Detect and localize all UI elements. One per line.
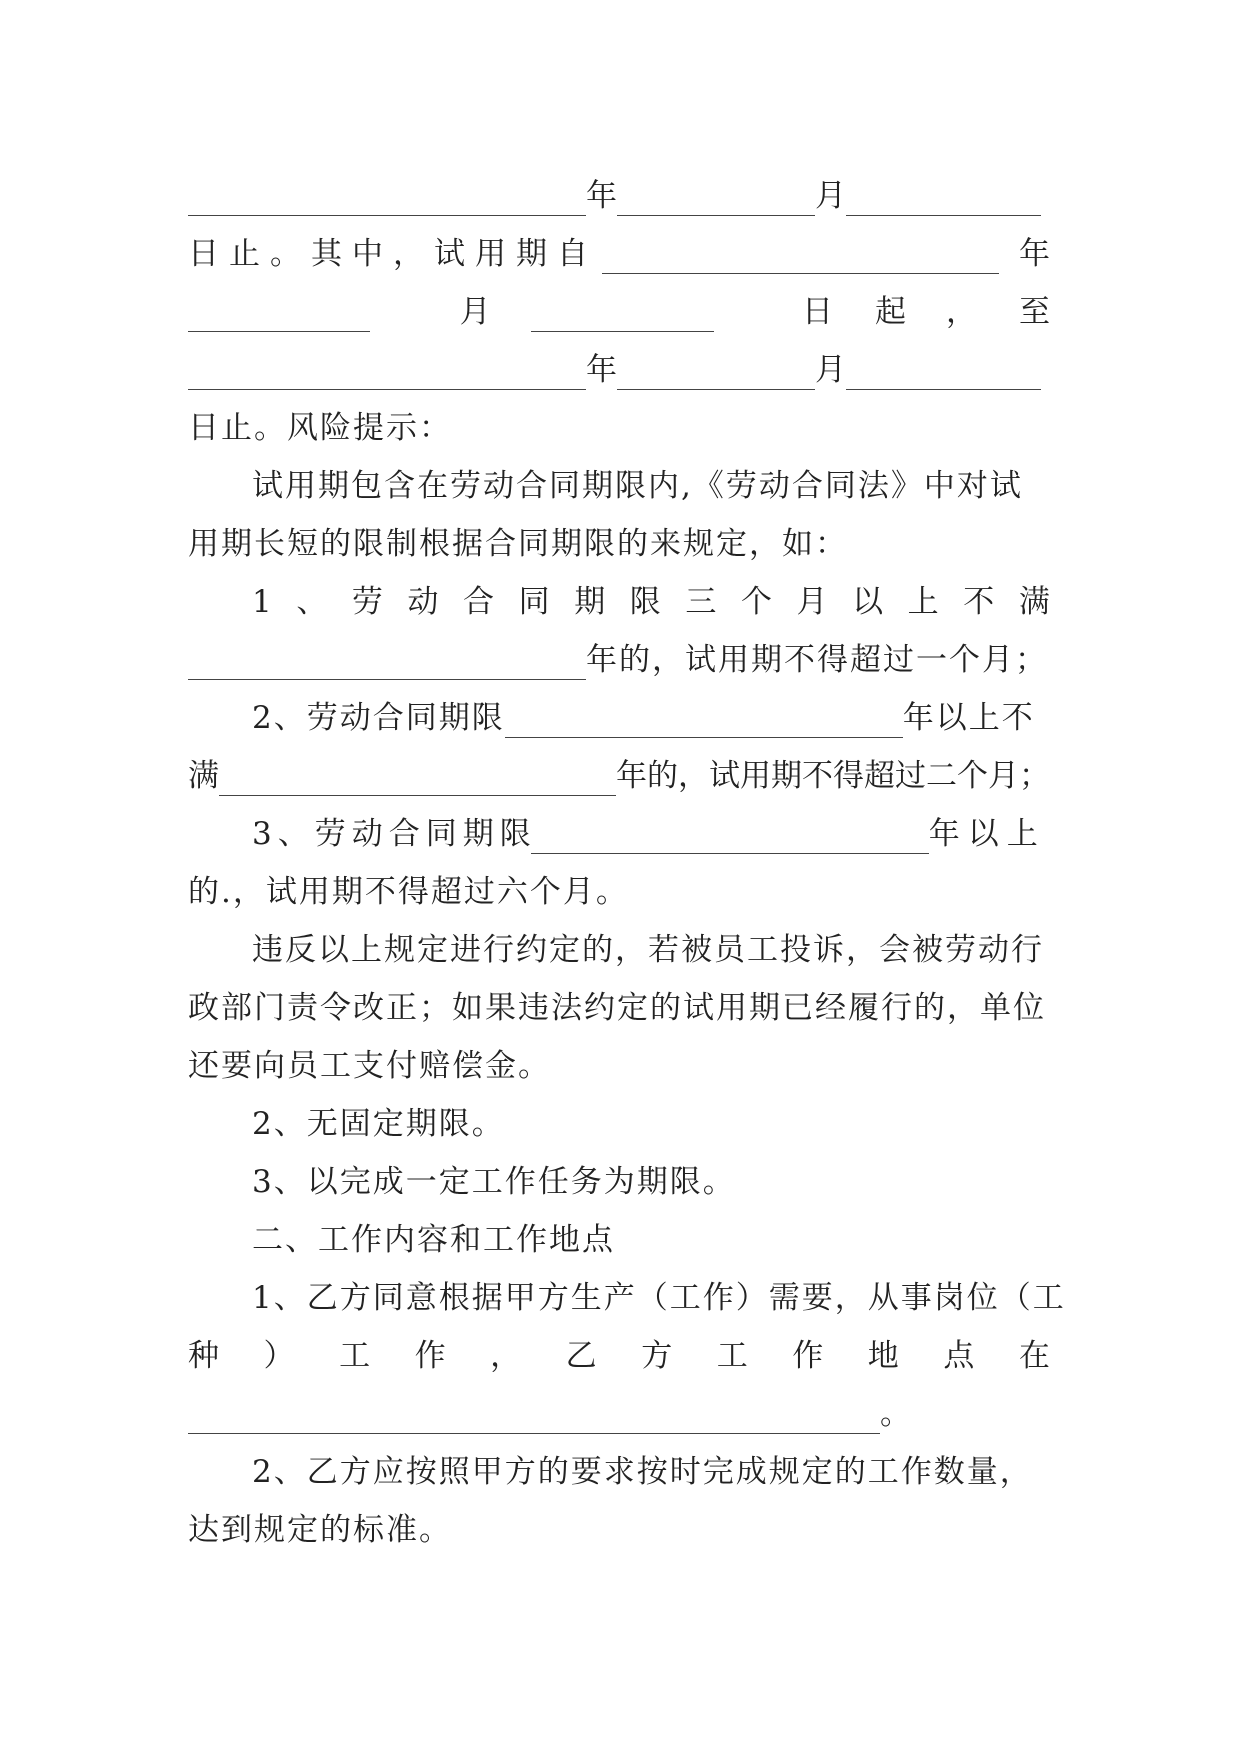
text: 期 (574, 584, 606, 620)
text: 试用期包含在劳动合同期限内,《劳动合同法》中对试 (252, 468, 1023, 504)
text: ， (946, 294, 977, 330)
text: 年的，试用期不得超过二个月； (616, 758, 1050, 794)
text: 地 (867, 1338, 899, 1374)
paragraph-line (188, 1260, 1066, 1318)
text: 年以上 (928, 816, 1046, 852)
text: 2、无固定期限。 (252, 1106, 505, 1142)
document-page (188, 158, 1066, 1550)
text: 月 (815, 178, 846, 214)
paragraph-line (188, 564, 1050, 622)
text: 违反以上规定进行约定的，若被员工投诉，会被劳动行 (252, 932, 1044, 968)
text: 月 (815, 352, 846, 388)
text: ） (263, 1338, 295, 1374)
text: 年 (586, 178, 617, 214)
paragraph-line (188, 1376, 1050, 1434)
text: 以 (852, 584, 884, 620)
text: 三 (685, 584, 717, 620)
text: 在 (1018, 1338, 1050, 1374)
text-line-4 (188, 332, 1050, 390)
paragraph-line (188, 1318, 1050, 1376)
text: 3、以完成一定工作任务为期限。 (252, 1164, 736, 1200)
text: 乙 (565, 1338, 597, 1374)
paragraph-line (188, 1086, 1050, 1144)
text: 劳 (351, 584, 383, 620)
fill-blank[interactable] (188, 301, 370, 332)
text: 工 (716, 1338, 748, 1374)
paragraph-line (188, 1028, 1050, 1086)
text: 日止。风险提示： (188, 410, 452, 446)
fill-blank[interactable] (188, 185, 586, 216)
fill-blank[interactable] (531, 301, 714, 332)
paragraph-line (188, 1144, 1050, 1202)
paragraph-line (188, 506, 1050, 564)
text: 年 (1019, 236, 1050, 272)
text-line-2 (188, 216, 1050, 274)
text: 限 (629, 584, 661, 620)
paragraph-line (188, 1434, 1050, 1492)
fill-blank[interactable] (188, 649, 586, 680)
text: 3、劳动合同期限 (252, 816, 537, 852)
text: 点 (943, 1338, 975, 1374)
text: 合 (463, 584, 495, 620)
paragraph-line (188, 854, 1050, 912)
fill-blank[interactable] (846, 185, 1041, 216)
fill-blank[interactable] (188, 359, 586, 390)
text: 方 (641, 1338, 673, 1374)
text: 日止。其中，试用期自 (188, 236, 598, 272)
text: 的.，试用期不得超过六个月。 (188, 874, 629, 910)
text-line-5 (188, 390, 1050, 448)
text: 上 (907, 584, 939, 620)
text: 年 (586, 352, 617, 388)
fill-blank[interactable] (617, 185, 815, 216)
fill-blank[interactable] (505, 707, 903, 738)
fill-blank[interactable] (617, 359, 815, 390)
paragraph-line (188, 1492, 1050, 1550)
text: 月 (459, 294, 491, 330)
text: 1 (252, 584, 272, 620)
text: 起 (875, 294, 906, 330)
text-line-1 (188, 158, 1050, 216)
text: 用期长短的限制根据合同期限的来规定，如： (188, 526, 848, 562)
paragraph-line (188, 448, 1050, 506)
text: 还要向员工支付赔偿金。 (188, 1048, 551, 1084)
fill-blank[interactable] (531, 823, 929, 854)
text: 至 (1019, 294, 1050, 330)
text: 满 (1018, 584, 1050, 620)
paragraph-line (188, 912, 1050, 970)
text: 不 (963, 584, 995, 620)
text: 种 (188, 1338, 219, 1374)
text: 个 (740, 584, 772, 620)
text: 动 (407, 584, 439, 620)
paragraph-line (188, 622, 1050, 680)
section-heading (188, 1202, 1050, 1260)
paragraph-line (188, 970, 1050, 1028)
text: 日 (802, 294, 833, 330)
paragraph-line (188, 680, 1050, 738)
text: 1、乙方同意根据甲方生产（工作）需要，从事岗位（工 (252, 1280, 1066, 1316)
text: 、 (296, 584, 328, 620)
text: 政部门责令改正；如果违法约定的试用期已经履行的，单位 (188, 990, 1046, 1026)
fill-blank[interactable] (846, 359, 1041, 390)
text: 月 (796, 584, 828, 620)
text: 作 (414, 1338, 446, 1374)
text: 2、乙方应按照甲方的要求按时完成规定的工作数量， (252, 1454, 1033, 1490)
text: 年的，试用期不得超过一个月； (586, 642, 1048, 678)
text-line-3 (188, 274, 1050, 332)
text: 年以上不 (902, 700, 1035, 736)
paragraph-line (188, 796, 1050, 854)
text: 。 (880, 1396, 911, 1432)
text: 2、劳动合同期限 (252, 700, 505, 736)
text: ， (490, 1338, 522, 1374)
fill-blank[interactable] (188, 1403, 880, 1434)
text: 作 (792, 1338, 824, 1374)
text: 工 (339, 1338, 371, 1374)
fill-blank[interactable] (219, 765, 616, 796)
paragraph-line (188, 738, 1050, 796)
text: 二、工作内容和工作地点 (252, 1222, 615, 1258)
text: 达到规定的标准。 (188, 1512, 452, 1548)
text: 满 (188, 758, 219, 794)
text: 同 (518, 584, 550, 620)
fill-blank[interactable] (602, 243, 999, 274)
